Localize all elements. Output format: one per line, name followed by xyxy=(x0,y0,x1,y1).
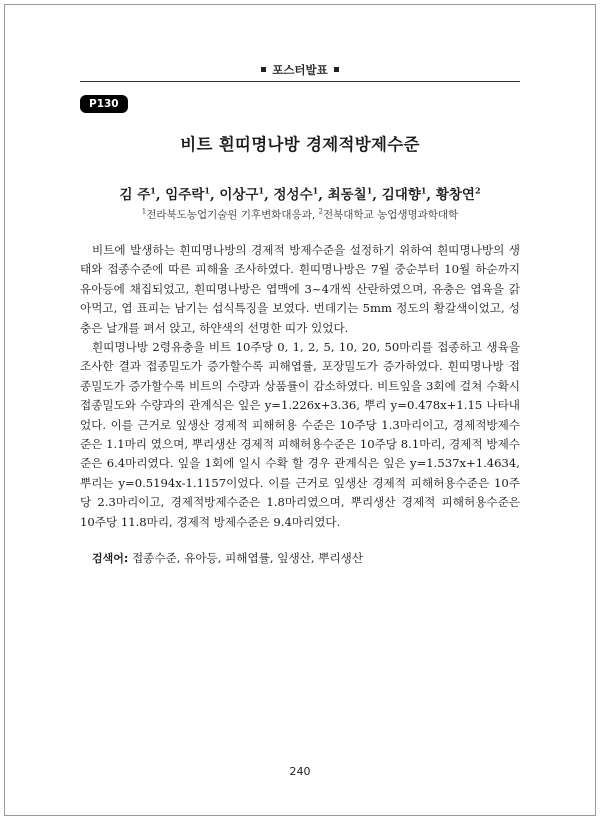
paper-title: 비트 흰띠명나방 경제적방제수준 xyxy=(180,135,420,154)
author-name: 황창연 xyxy=(435,187,475,203)
author-list: 김 주$^1$, 임주락$^1$, 이상구$^1$, 정성수$^1$, 최동칠$^1$, 김대향$^1$, 황창연$^2$ xyxy=(119,185,481,203)
section-header xyxy=(0,62,600,78)
abstract-paragraph: 흰띠명나방 2령유충을 비트 10주당 0, 1, 2, 5, 10, 20, 50마리를 접종하고 생육을 조사한 결과 접종밀도가 증가할수록 피해엽률, 포장밀도가 증가하였다. 흰띠명나방 접종밀도가 증가할수록 비트의 수량과 상품률이 감소하였다. 비트잎을 3회에 걸쳐 수확시 접종밀도와 수량과의 관계식은 잎은 y=1.226x+3.36, 뿌리 y=0.478x+1.15 나타내었다. 이를 근거로 잎생산 경제적 피해허용 수준은 10주당 1.3마리이고, 경제적방제수준은 1.1마리 였으며, 뿌리생산 경제적 피해허용수준은 10주당 8.1마리, 경제적 방제수준은 6.4마리였다. 잎을 1회에 일시 수확 할 경우 관계식은 잎은 y=1.537x+1.4634, 뿌리는 y=0.5194x-1.1157이었다. 이를 근거로 잎생산 경제적 피해허용수준은 10주당 2.3마리이고, 경제적방제수준은 1.8마리였으며, 뿌리생산 경제적 피해허용수준은 10주당 11.8마리, 경제적 방제수준은 9.4마리였다. xyxy=(80,340,520,529)
keywords-text: 접종수준, 유아등, 피해엽률, 잎생산, 뿌리생산 xyxy=(131,551,364,565)
section-header-label: 포스터발표 xyxy=(272,63,328,77)
author-affil-mark: 1 xyxy=(258,185,265,196)
author-affil-mark: 1 xyxy=(366,185,373,196)
affiliation-name: 전라북도농업기술원 기후변화대응과 xyxy=(146,209,312,221)
page-number: 240 xyxy=(289,765,311,778)
author-name: 이상구 xyxy=(219,187,259,203)
author-affil-mark: 2 xyxy=(474,185,481,196)
keywords-label: 검색어: xyxy=(92,552,129,565)
author-affil-mark: 1 xyxy=(150,185,156,196)
bullet-square-icon xyxy=(334,67,339,72)
abstract xyxy=(80,241,520,532)
author-name: 임주락 xyxy=(165,187,205,203)
affil-mark: 1 xyxy=(141,207,147,216)
author-name: 김대향 xyxy=(381,187,421,203)
author-name: 최동칠 xyxy=(327,187,367,203)
author-name: 김 주 xyxy=(119,187,151,203)
affiliations: $^1$전라북도농업기술원 기후변화대응과, $^2$전북대학교 농업생명과학대학 xyxy=(141,207,459,221)
author-name: 정성수 xyxy=(273,187,313,203)
poster-id-badge: P130 xyxy=(80,95,128,113)
abstract-paragraph: 비트에 발생하는 흰띠명나방의 경제적 방제수준을 설정하기 위하여 흰띠명나방의 생태와 접종수준에 따른 피해율 조사하였다. 흰띠명나방은 7월 중순부터 10월 하순까지 유아등에 채집되었고, 흰띠명나방은 엽맥에 3~4개씩 산란하였으며, 유충은 엽육을 갉아먹고, 엽 표피는 남기는 섭식특징을 보였다. 번데기는 5mm 정도의 황갈색이었고, 성충은 날개를 펴서 앉고, 하얀색의 선명한 띠가 있었다. xyxy=(80,243,520,335)
author-affil-mark: 1 xyxy=(420,185,427,196)
affil-mark: 2 xyxy=(318,207,324,216)
keywords xyxy=(92,550,520,566)
affiliation-name: 전북대학교 농업생명과학대학 xyxy=(323,209,459,221)
bullet-square-icon xyxy=(261,67,266,72)
author-affil-mark: 1 xyxy=(312,185,319,196)
author-affil-mark: 1 xyxy=(204,185,210,196)
header-rule xyxy=(80,81,520,82)
